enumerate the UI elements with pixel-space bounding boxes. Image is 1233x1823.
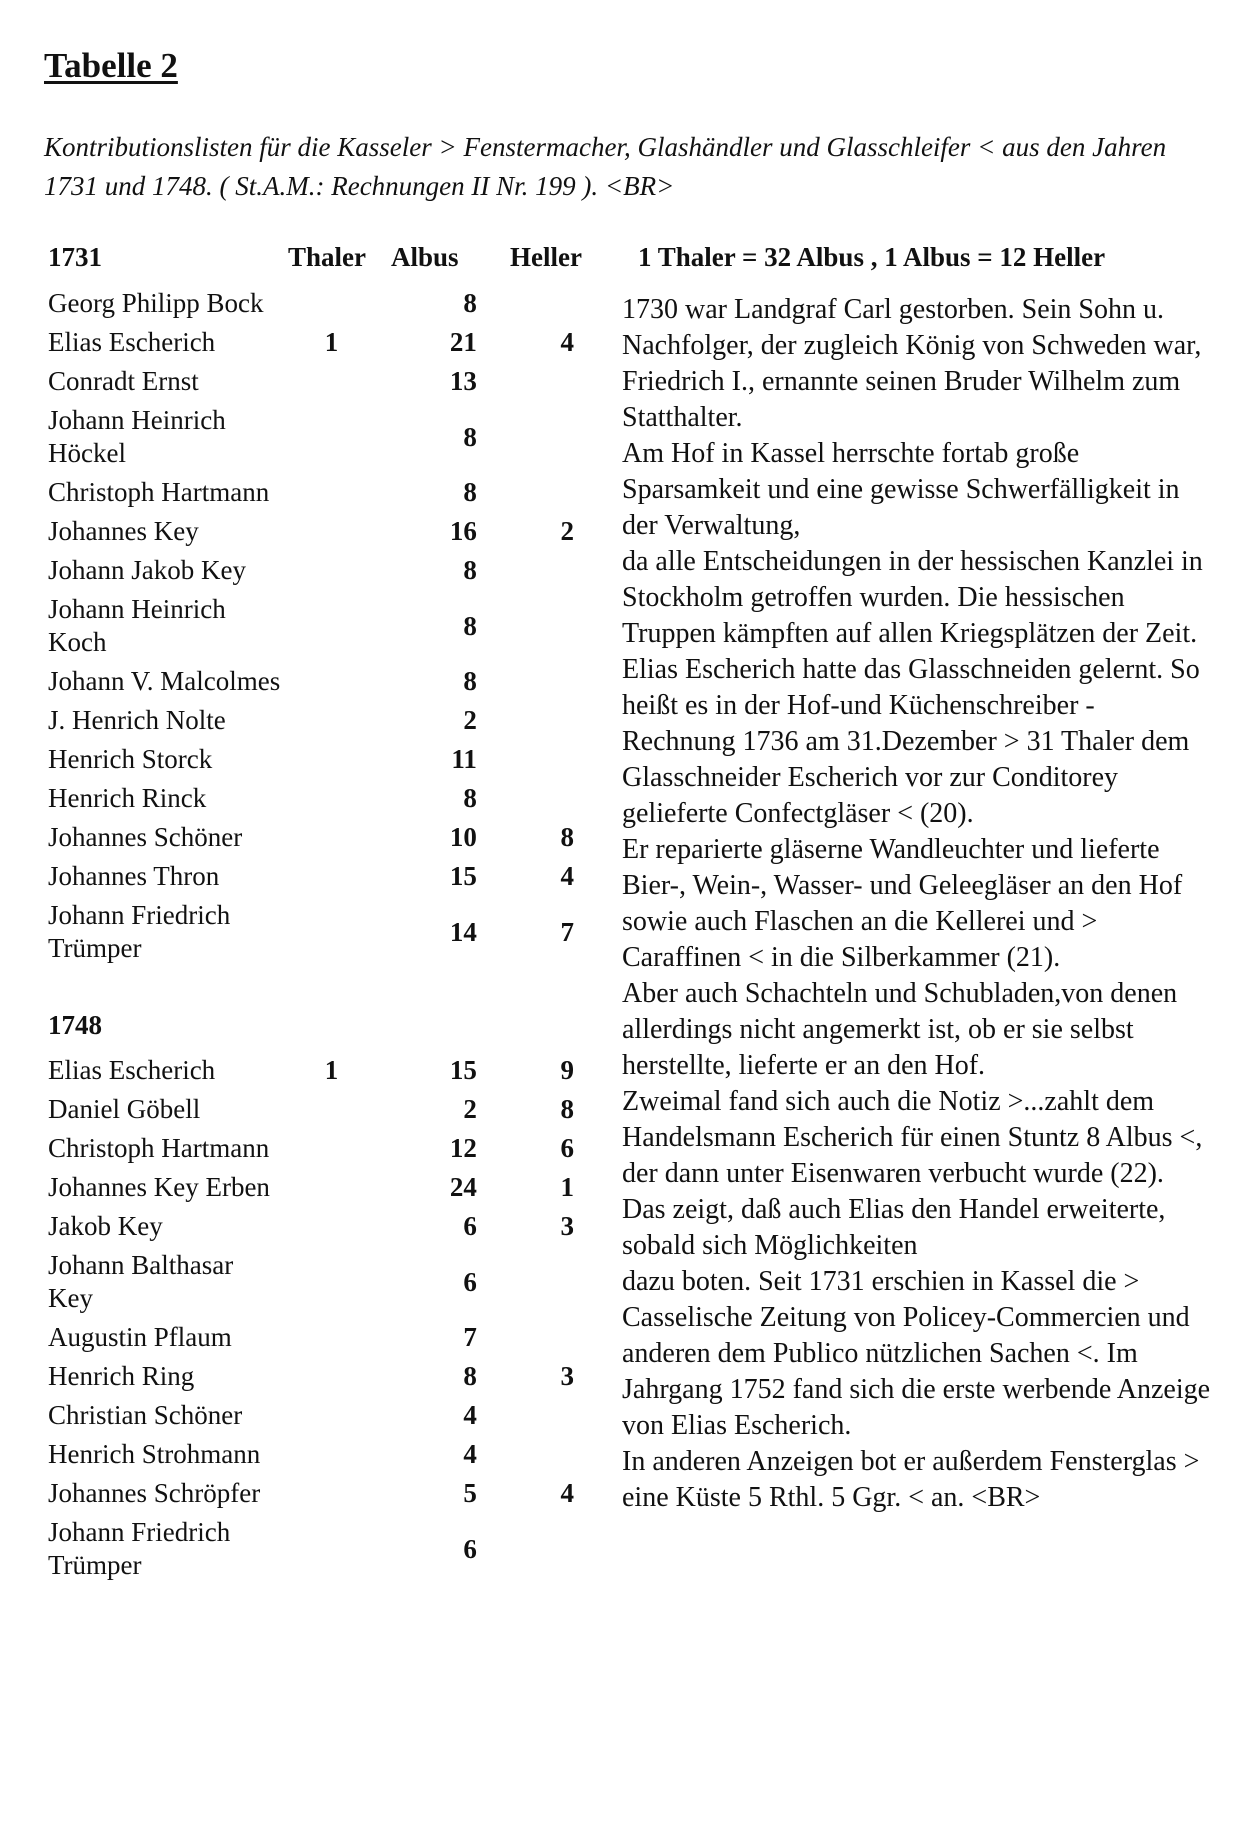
person-name: Christian Schöner	[48, 1400, 243, 1430]
person-name: Elias Escherich	[48, 327, 216, 357]
person-name: Jakob Key	[48, 1211, 163, 1241]
thaler-value	[283, 1318, 380, 1357]
person-name: Conradt Ernst	[48, 366, 199, 396]
person-name: Georg Philipp Bock	[48, 288, 264, 318]
contribution-tables	[48, 284, 608, 1585]
table-1731	[48, 284, 588, 968]
body-paragraph: In anderen Anzeigen bot er außerdem Fensterglas > eine Küste 5 Rthl. 5 Ggr. < an. <BR>	[622, 1446, 1200, 1513]
heller-value: 4	[560, 327, 574, 357]
person-name: Henrich Rinck	[48, 783, 207, 813]
albus-value: 6	[463, 1211, 477, 1241]
table-row	[48, 401, 588, 473]
albus-value: 10	[449, 822, 477, 852]
albus-value: 8	[463, 555, 477, 585]
header-heller: Heller	[510, 242, 582, 272]
table-row	[48, 551, 588, 590]
table-row	[48, 857, 588, 896]
albus-value: 8	[463, 610, 477, 641]
thaler-value	[283, 1357, 380, 1396]
heller-value	[491, 401, 588, 473]
thaler-value	[283, 740, 380, 779]
table-row	[48, 362, 588, 401]
table-row	[48, 1318, 588, 1357]
body-paragraph: da alle Entscheidungen in der hessischen Kanzlei in Stockholm getroffen wurden. Die hessischen Truppen kämpften auf allen Kriegsplätzen der Zeit.	[622, 546, 1203, 649]
heller-value	[491, 662, 588, 701]
thaler-value	[283, 284, 380, 323]
body-paragraph: 1730 war Landgraf Carl gestorben. Sein Sohn u. Nachfolger, der zugleich König von Schweden war, Friedrich I., ernannte seinen Bruder Wilhelm zum Statthalter.	[622, 294, 1202, 433]
table-row	[48, 701, 588, 740]
albus-value: 14	[449, 916, 477, 947]
albus-value: 12	[449, 1133, 477, 1163]
person-name: Johannes Schröpfer	[48, 1478, 261, 1508]
header-year-1731: 1731	[48, 242, 102, 272]
person-name: Johannes Thron	[48, 861, 220, 891]
year-heading-1748: 1748	[48, 1010, 102, 1040]
table-row	[48, 779, 588, 818]
albus-value: 11	[451, 744, 477, 774]
table-row	[48, 473, 588, 512]
body-paragraph: Er reparierte gläserne Wandleuchter und lieferte Bier-, Wein-, Wasser- und Geleegläser an den Hof sowie auch Flaschen an die Kellerei und > Caraffinen < in die Silberkammer (21).	[622, 834, 1183, 973]
heller-value	[491, 740, 588, 779]
thaler-value	[283, 1129, 380, 1168]
person-name: Johann Heinrich Koch	[48, 594, 226, 657]
albus-value: 6	[463, 1266, 477, 1297]
table-row	[48, 1168, 588, 1207]
heller-value	[491, 1396, 588, 1435]
header-albus: Albus	[391, 242, 459, 272]
table-row	[48, 1357, 588, 1396]
heller-value: 4	[560, 1478, 574, 1508]
heller-value	[491, 701, 588, 740]
heller-value: 8	[560, 822, 574, 852]
table-header	[48, 242, 1208, 282]
table-row	[48, 1207, 588, 1246]
thaler-value	[283, 1207, 380, 1246]
table-row	[48, 590, 588, 662]
thaler-value	[283, 662, 380, 701]
thaler-value	[283, 818, 380, 857]
heller-value	[491, 284, 588, 323]
heller-value: 6	[560, 1133, 574, 1163]
thaler-value	[283, 473, 380, 512]
albus-value: 4	[463, 1439, 477, 1469]
person-name: Johann Balthasar Key	[48, 1250, 234, 1313]
heller-value	[491, 779, 588, 818]
thaler-value	[283, 1396, 380, 1435]
thaler-value	[283, 896, 380, 968]
table-row	[48, 896, 588, 968]
table-row	[48, 1090, 588, 1129]
table-row	[48, 1474, 588, 1513]
table-row	[48, 323, 588, 362]
heller-value	[491, 1435, 588, 1474]
person-name: Augustin Pflaum	[48, 1322, 232, 1352]
table-row	[48, 1435, 588, 1474]
heller-value: 9	[560, 1055, 574, 1085]
albus-value: 15	[449, 861, 477, 891]
heller-value: 4	[560, 861, 574, 891]
person-name: Christoph Hartmann	[48, 1133, 270, 1163]
thaler-value: 1	[324, 1055, 339, 1085]
table-row	[48, 284, 588, 323]
albus-value: 24	[449, 1172, 477, 1202]
albus-value: 13	[449, 366, 477, 396]
heller-value	[491, 1318, 588, 1357]
albus-value: 2	[463, 1094, 477, 1124]
thaler-value	[283, 857, 380, 896]
thaler-value	[283, 1474, 380, 1513]
body-paragraph: Aber auch Schachteln und Schubladen,von denen allerdings nicht angemerkt ist, ob er sie selbst herstellte, lieferte er an den Hof.	[622, 978, 1178, 1081]
thaler-value	[283, 701, 380, 740]
albus-value: 16	[449, 516, 477, 546]
body-paragraph: Am Hof in Kassel herrschte fortab große Sparsamkeit und eine gewisse Schwerfälligkeit in der Verwaltung,	[622, 438, 1180, 541]
heller-value	[491, 473, 588, 512]
albus-value: 8	[463, 666, 477, 696]
thaler-value	[283, 1246, 380, 1318]
thaler-value: 1	[324, 327, 339, 357]
table-row	[48, 1513, 588, 1585]
thaler-value	[283, 779, 380, 818]
heller-value	[491, 1513, 588, 1585]
person-name: Johann Friedrich Trümper	[48, 900, 231, 963]
heller-value	[491, 362, 588, 401]
person-name: Daniel Göbell	[48, 1094, 201, 1124]
heller-value: 1	[560, 1172, 574, 1202]
heller-value: 3	[560, 1361, 574, 1391]
table-1748	[48, 1051, 588, 1585]
albus-value: 15	[449, 1055, 477, 1085]
heller-value: 7	[560, 916, 574, 947]
thaler-value	[283, 1435, 380, 1474]
heller-value: 8	[560, 1094, 574, 1124]
albus-value: 8	[463, 288, 477, 318]
table-row	[48, 818, 588, 857]
person-name: Johannes Schöner	[48, 822, 243, 852]
person-name: Johannes Key Erben	[48, 1172, 270, 1202]
currency-conversion: 1 Thaler = 32 Albus , 1 Albus = 12 Heller	[638, 242, 1106, 272]
person-name: Johann V. Malcolmes	[48, 666, 281, 696]
table-row	[48, 662, 588, 701]
person-name: Henrich Storck	[48, 744, 213, 774]
albus-value: 8	[463, 421, 477, 452]
table-row	[48, 1246, 588, 1318]
heller-value	[491, 551, 588, 590]
albus-value: 4	[463, 1400, 477, 1430]
albus-value: 2	[463, 705, 477, 735]
page-title: Tabelle 2	[44, 46, 178, 85]
heller-value	[491, 1246, 588, 1318]
person-name: Elias Escherich	[48, 1055, 216, 1085]
table-row	[48, 1396, 588, 1435]
table-row	[48, 1129, 588, 1168]
albus-value: 21	[449, 327, 477, 357]
albus-value: 5	[463, 1478, 477, 1508]
albus-value: 6	[463, 1533, 477, 1564]
table-row	[48, 1051, 588, 1090]
heller-value	[491, 590, 588, 662]
albus-value: 8	[463, 1361, 477, 1391]
table-caption: Kontributionslisten für die Kasseler > Fenstermacher, Glashändler und Glasschleifer < aus den Jahren 1731 und 1748. ( St.A.M.: Rechnungen II Nr. 199 ). <BR>	[44, 132, 1167, 201]
albus-value: 8	[463, 477, 477, 507]
body-paragraph: Elias Escherich hatte das Glasschneiden gelernt. So heißt es in der Hof-und Küchenschreiber - Rechnung 1736 am 31.Dezember > 31 Thaler dem Glasschneider Escherich vor zur Conditorey gelieferte Confectgläser < (20).	[622, 654, 1200, 829]
body-paragraph: dazu boten. Seit 1731 erschien in Kassel die > Casselische Zeitung von Policey-Commercien und anderen dem Publico nützlichen Sachen <. Im Jahrgang 1752 fand sich die erste werbende Anzeige von Elias Escherich.	[622, 1266, 1211, 1441]
thaler-value	[283, 512, 380, 551]
header-thaler: Thaler	[288, 242, 366, 272]
thaler-value	[283, 551, 380, 590]
albus-value: 8	[463, 783, 477, 813]
thaler-value	[283, 1168, 380, 1207]
thaler-value	[283, 362, 380, 401]
person-name: Henrich Ring	[48, 1361, 195, 1391]
person-name: Johann Friedrich Trümper	[48, 1517, 231, 1580]
heller-value: 3	[560, 1211, 574, 1241]
history-text	[622, 292, 1212, 1516]
thaler-value	[283, 1513, 380, 1585]
albus-value: 7	[463, 1322, 477, 1352]
person-name: Henrich Strohmann	[48, 1439, 261, 1469]
thaler-value	[283, 1090, 380, 1129]
person-name: J. Henrich Nolte	[48, 705, 226, 735]
person-name: Johann Jakob Key	[48, 555, 246, 585]
thaler-value	[283, 401, 380, 473]
person-name: Johannes Key	[48, 516, 199, 546]
table-row	[48, 740, 588, 779]
table-row	[48, 512, 588, 551]
heller-value: 2	[560, 516, 574, 546]
body-paragraph: Zweimal fand sich auch die Notiz >...zahlt dem Handelsmann Escherich für einen Stuntz 8 Albus <, der dann unter Eisenwaren verbucht wurde (22).	[622, 1086, 1203, 1189]
body-paragraph: Das zeigt, daß auch Elias den Handel erweiterte, sobald sich Möglichkeiten	[622, 1194, 1166, 1261]
person-name: Christoph Hartmann	[48, 477, 270, 507]
person-name: Johann Heinrich Höckel	[48, 405, 226, 468]
thaler-value	[283, 590, 380, 662]
